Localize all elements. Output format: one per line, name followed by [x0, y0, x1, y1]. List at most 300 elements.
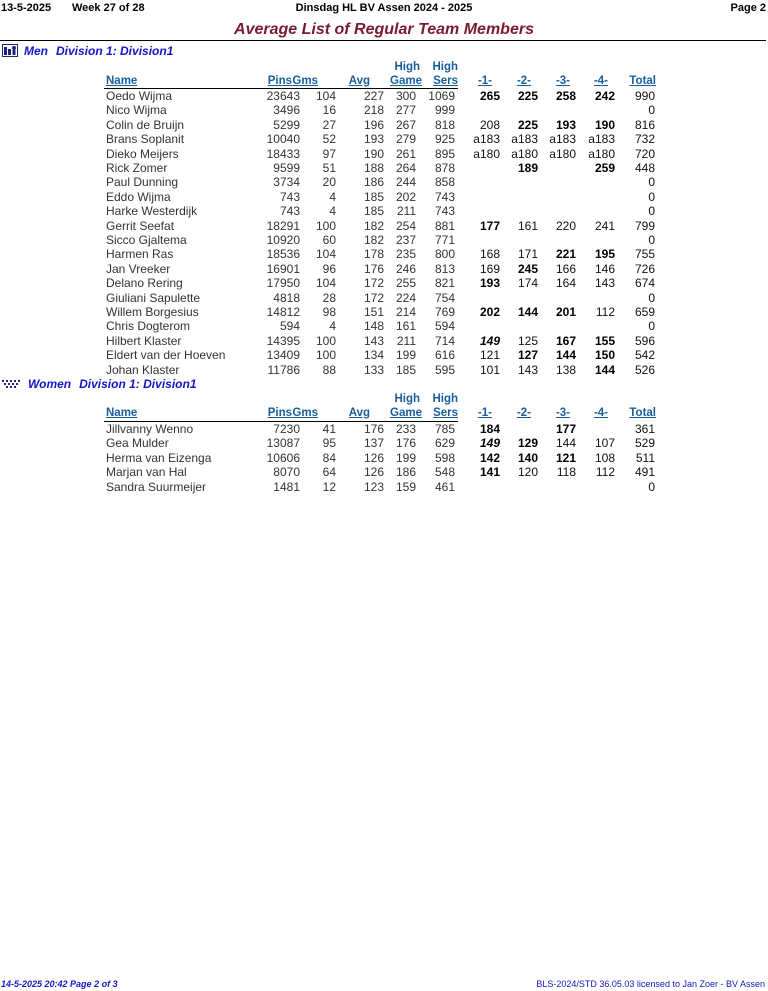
- cell-avg: 151: [363, 305, 384, 319]
- cell-game-3: 220: [555, 218, 576, 233]
- cell-game-4: 242: [594, 89, 615, 103]
- cell-hg: 199: [395, 450, 416, 465]
- cell-name: Delano Rering: [106, 276, 183, 291]
- cell-hg: 186: [395, 465, 416, 480]
- cell-game-3: a180: [549, 146, 576, 161]
- cell-name: Colin de Bruijn: [106, 117, 185, 132]
- col-high-sers-top: High: [432, 393, 458, 405]
- cell-hg: 264: [395, 161, 416, 175]
- cell-hs: 714: [434, 333, 455, 348]
- cell-avg: 182: [363, 218, 384, 233]
- col-game-1: -1-: [477, 407, 492, 419]
- cell-name: Herma van Eizenga: [106, 450, 212, 465]
- col-game-3: -3-: [555, 75, 570, 87]
- cell-gms: 51: [322, 161, 336, 175]
- cell-hg: 211: [396, 204, 416, 219]
- section-gender: Women: [28, 377, 72, 391]
- cell-game-1: 177: [479, 218, 500, 233]
- col-high-game: Game: [390, 407, 422, 419]
- cell-total: 726: [634, 261, 655, 276]
- section-division: Division 1: Division1: [79, 377, 197, 391]
- cell-gms: 64: [322, 465, 336, 480]
- cell-game-1: 193: [479, 276, 500, 291]
- cell-gms: 4: [329, 204, 336, 219]
- cell-pins: 9599: [273, 161, 300, 175]
- cell-pins: 743: [279, 189, 300, 204]
- cell-game-1: 184: [479, 422, 500, 436]
- cell-game-3: 144: [555, 436, 576, 451]
- table-row: [0, 204, 768, 218]
- cell-total: 0: [648, 479, 655, 494]
- cell-game-1: 142: [479, 450, 500, 465]
- cell-game-3: 177: [555, 422, 576, 436]
- cell-hs: 461: [434, 479, 455, 494]
- cell-gms: 28: [322, 290, 336, 305]
- cell-game-3: 193: [555, 117, 576, 132]
- cell-pins: 4818: [273, 290, 300, 305]
- cell-name: Sicco Gjaltema: [106, 233, 187, 247]
- cell-total: 491: [634, 465, 655, 480]
- cell-gms: 60: [322, 233, 336, 247]
- cell-game-1: 265: [479, 89, 500, 103]
- cell-total: 720: [634, 146, 655, 161]
- cell-pins: 8070: [273, 465, 300, 480]
- table-row: [0, 118, 768, 132]
- cell-hg: 159: [395, 479, 416, 494]
- cell-avg: 176: [363, 422, 384, 436]
- cell-name: Marjan van Hal: [106, 465, 187, 480]
- cell-hs: 858: [434, 175, 455, 190]
- cell-hg: 267: [395, 117, 416, 132]
- col-high-game-top: High: [394, 61, 420, 73]
- cell-total: 596: [634, 333, 655, 348]
- cell-game-4: a180: [588, 146, 615, 161]
- cell-name: Harmen Ras: [106, 247, 174, 262]
- cell-gms: 4: [329, 189, 336, 204]
- cell-hg: 300: [395, 89, 416, 103]
- table-row: [0, 132, 768, 146]
- cell-name: Gerrit Seefat: [106, 218, 175, 233]
- table-row: [0, 319, 768, 333]
- cell-hs: 1069: [428, 89, 455, 103]
- cell-gms: 12: [322, 479, 336, 494]
- cell-pins: 10040: [266, 132, 300, 147]
- cell-game-4: 241: [594, 218, 615, 233]
- cell-hs: 548: [434, 465, 455, 480]
- col-avg: Avg: [348, 75, 370, 87]
- cell-total: 361: [634, 422, 655, 436]
- col-pins: Pins: [267, 407, 292, 419]
- cell-game-3: 118: [556, 465, 576, 480]
- cell-avg: 186: [363, 175, 384, 190]
- cell-total: 0: [648, 189, 655, 204]
- cell-game-2: 171: [517, 247, 538, 262]
- cell-gms: 95: [322, 436, 336, 451]
- cell-game-1: 149: [479, 333, 500, 348]
- cell-hg: 185: [395, 362, 416, 377]
- cell-hs: 818: [434, 117, 455, 132]
- cell-hg: 255: [395, 276, 416, 291]
- cell-pins: 5299: [273, 117, 300, 132]
- table-row: [0, 363, 768, 377]
- cell-pins: 14812: [266, 305, 300, 319]
- cell-total: 529: [634, 436, 655, 451]
- cell-hs: 771: [434, 233, 455, 247]
- cell-pins: 10606: [266, 450, 300, 465]
- cell-hg: 214: [395, 305, 416, 319]
- cell-game-4: 108: [594, 450, 615, 465]
- table-row: [0, 233, 768, 247]
- cell-pins: 1481: [273, 479, 300, 494]
- cell-name: Brans Soplanit: [106, 132, 185, 147]
- table-row: [0, 480, 768, 494]
- table-row: [0, 465, 768, 479]
- cell-game-1: 168: [479, 247, 500, 262]
- cell-hs: 598: [434, 450, 455, 465]
- col-high-game-top: High: [394, 393, 420, 405]
- cell-game-3: 167: [555, 333, 576, 348]
- cell-game-3: 201: [555, 305, 576, 319]
- cell-game-2: 129: [517, 436, 538, 451]
- table-row: [0, 348, 768, 362]
- cell-gms: 20: [322, 175, 336, 190]
- page-header: [0, 0, 768, 18]
- cell-total: 659: [634, 305, 655, 319]
- cell-hg: 202: [395, 189, 416, 204]
- cell-name: Johan Klaster: [106, 362, 180, 377]
- cell-total: 0: [648, 103, 655, 118]
- cell-game-2: a183: [511, 132, 538, 147]
- cell-hs: 769: [434, 305, 455, 319]
- cell-gms: 4: [329, 319, 336, 334]
- cell-gms: 16: [322, 103, 336, 118]
- col-high-sers-top: High: [432, 61, 458, 73]
- cell-hs: 616: [434, 348, 455, 363]
- cell-pins: 17950: [266, 276, 300, 291]
- cell-avg: 126: [363, 465, 384, 480]
- cell-pins: 18536: [266, 247, 300, 262]
- cell-game-2: 120: [517, 465, 538, 480]
- cell-game-1: 169: [479, 261, 500, 276]
- cell-game-3: 166: [555, 261, 576, 276]
- cell-total: 0: [648, 175, 655, 190]
- cell-game-2: 225: [517, 117, 538, 132]
- cell-hs: 743: [434, 189, 455, 204]
- col-pins: Pins: [267, 75, 292, 87]
- page-number: Page 2: [730, 2, 766, 14]
- league-title: Dinsdag HL BV Assen 2024 - 2025: [295, 2, 473, 14]
- cell-game-4: 150: [594, 348, 615, 363]
- cell-pins: 23643: [266, 89, 300, 103]
- col-name: Name: [106, 407, 138, 419]
- cell-hs: 895: [434, 146, 455, 161]
- cell-hs: 629: [434, 436, 455, 451]
- cell-total: 448: [634, 161, 655, 175]
- cell-name: Eldert van der Hoeven: [106, 348, 226, 363]
- cell-gms: 97: [322, 146, 336, 161]
- cell-gms: 104: [315, 276, 336, 291]
- table-row: [0, 89, 768, 103]
- cell-name: Oedo Wijma: [106, 89, 173, 103]
- cell-gms: 100: [315, 333, 336, 348]
- col-high-game: Game: [390, 75, 422, 87]
- cell-avg: 126: [363, 450, 384, 465]
- cell-hs: 594: [434, 319, 455, 334]
- cell-gms: 104: [315, 247, 336, 262]
- cell-game-2: 125: [517, 333, 538, 348]
- cell-avg: 182: [363, 233, 384, 247]
- cell-avg: 190: [363, 146, 384, 161]
- cell-pins: 594: [279, 319, 300, 334]
- cell-avg: 188: [363, 161, 384, 175]
- col-game-4: -4-: [593, 75, 608, 87]
- column-header-women: [0, 393, 768, 421]
- cell-avg: 185: [363, 189, 384, 204]
- cell-hg: 224: [395, 290, 416, 305]
- cell-avg: 218: [363, 103, 384, 118]
- cell-total: 542: [634, 348, 655, 363]
- footer-print-info: 14-5-2025 20:42 Page 2 of 3: [1, 979, 118, 989]
- table-row: [0, 305, 768, 319]
- cell-avg: 193: [363, 132, 384, 147]
- cell-avg: 196: [363, 117, 384, 132]
- section-division: Division 1: Division1: [56, 44, 174, 59]
- cell-name: Eddo Wijma: [106, 189, 171, 204]
- cell-hs: 925: [434, 132, 455, 147]
- cell-hg: 254: [395, 218, 416, 233]
- table-row: [0, 334, 768, 348]
- cell-name: Hilbert Klaster: [106, 333, 182, 348]
- title-divider: [0, 40, 766, 41]
- cell-game-1: 101: [479, 362, 500, 377]
- cell-game-3: 144: [555, 348, 576, 363]
- cell-name: Jan Vreeker: [106, 261, 171, 276]
- table-row: [0, 147, 768, 161]
- cell-hg: 244: [395, 175, 416, 190]
- col-game-4: -4-: [593, 407, 608, 419]
- cell-game-3: 258: [555, 89, 576, 103]
- cell-hg: 261: [395, 146, 416, 161]
- cell-game-3: 221: [555, 247, 576, 262]
- cell-name: Giuliani Sapulette: [106, 290, 201, 305]
- col-game-2: -2-: [516, 407, 531, 419]
- cell-game-4: 259: [594, 161, 615, 175]
- cell-name: Gea Mulder: [106, 436, 169, 451]
- cell-game-4: a183: [588, 132, 615, 147]
- cell-pins: 13087: [266, 436, 300, 451]
- col-game-1: -1-: [477, 75, 492, 87]
- cell-game-3: 121: [555, 450, 576, 465]
- cell-avg: 227: [363, 89, 384, 103]
- cell-total: 511: [635, 450, 655, 465]
- table-row: [0, 247, 768, 261]
- table-row: [0, 291, 768, 305]
- cell-hs: 743: [434, 204, 455, 219]
- cell-total: 990: [634, 89, 655, 103]
- cell-avg: 172: [363, 276, 384, 291]
- cell-pins: 18291: [266, 218, 300, 233]
- cell-hg: 211: [396, 333, 416, 348]
- col-high-sers: Sers: [433, 75, 458, 87]
- cell-pins: 11786: [267, 362, 300, 377]
- cell-game-3: 138: [555, 362, 576, 377]
- cell-game-3: a183: [549, 132, 576, 147]
- cell-total: 732: [634, 132, 655, 147]
- cell-avg: 185: [363, 204, 384, 219]
- table-row: [0, 161, 768, 175]
- week-label: Week 27 of 28: [72, 2, 145, 14]
- section-heading-women: [2, 377, 197, 393]
- cell-gms: 104: [315, 89, 336, 103]
- table-row: [0, 175, 768, 189]
- col-total: Total: [629, 75, 656, 87]
- cell-game-4: 112: [595, 305, 615, 319]
- cell-game-4: 107: [594, 436, 615, 451]
- cell-hg: 237: [395, 233, 416, 247]
- cell-name: Chris Dogterom: [106, 319, 191, 334]
- col-total: Total: [629, 407, 656, 419]
- cell-name: Rick Zomer: [106, 161, 168, 175]
- cell-total: 0: [648, 233, 655, 247]
- cell-hg: 176: [395, 436, 416, 451]
- cell-game-4: 112: [595, 465, 615, 480]
- column-header-men: [0, 61, 768, 89]
- cell-game-2: 144: [517, 305, 538, 319]
- table-row: [0, 276, 768, 290]
- cell-pins: 3496: [273, 103, 300, 118]
- cell-game-4: 155: [594, 333, 615, 348]
- cell-game-2: 189: [517, 161, 538, 175]
- cell-avg: 137: [363, 436, 384, 451]
- cell-total: 0: [648, 319, 655, 334]
- cell-hg: 246: [395, 261, 416, 276]
- cell-gms: 100: [315, 218, 336, 233]
- cell-gms: 88: [322, 362, 336, 377]
- cell-total: 0: [648, 290, 655, 305]
- cell-name: Paul Dunning: [106, 175, 179, 190]
- cell-total: 799: [634, 218, 655, 233]
- cell-hs: 821: [434, 276, 455, 291]
- cell-game-4: 195: [594, 247, 615, 262]
- cell-game-1: a180: [473, 146, 500, 161]
- cell-game-2: 143: [517, 362, 538, 377]
- col-avg: Avg: [348, 407, 370, 419]
- cell-pins: 743: [279, 204, 300, 219]
- cell-pins: 13409: [266, 348, 300, 363]
- cell-gms: 27: [322, 117, 336, 132]
- cell-total: 816: [634, 117, 655, 132]
- cell-hs: 999: [434, 103, 455, 118]
- cell-game-4: 190: [594, 117, 615, 132]
- cell-name: Jillvanny Wenno: [106, 422, 194, 436]
- cell-game-2: 174: [517, 276, 538, 291]
- cell-name: Nico Wijma: [106, 103, 167, 118]
- table-row: [0, 422, 768, 436]
- cell-avg: 133: [363, 362, 384, 377]
- cell-hs: 754: [434, 290, 455, 305]
- cell-avg: 148: [363, 319, 384, 334]
- cell-game-3: 164: [555, 276, 576, 291]
- cell-total: 526: [634, 362, 655, 377]
- men-team-icon: [2, 44, 18, 60]
- cell-pins: 7230: [273, 422, 300, 436]
- cell-game-1: 208: [479, 117, 500, 132]
- cell-gms: 84: [322, 450, 336, 465]
- cell-gms: 52: [322, 132, 336, 147]
- cell-hs: 878: [434, 161, 455, 175]
- cell-hs: 785: [434, 422, 455, 436]
- cell-total: 0: [648, 204, 655, 219]
- cell-avg: 143: [363, 333, 384, 348]
- col-game-3: -3-: [555, 407, 570, 419]
- cell-avg: 172: [363, 290, 384, 305]
- cell-name: Dieko Meijers: [106, 146, 179, 161]
- cell-hg: 161: [395, 319, 416, 334]
- section-heading-men: [2, 44, 173, 60]
- cell-game-4: 144: [594, 362, 615, 377]
- cell-hg: 277: [395, 103, 416, 118]
- cell-game-1: 149: [479, 436, 500, 451]
- cell-game-4: 143: [594, 276, 615, 291]
- cell-total: 674: [634, 276, 655, 291]
- cell-pins: 10920: [266, 233, 300, 247]
- cell-game-1: 141: [479, 465, 500, 480]
- cell-game-4: 146: [594, 261, 615, 276]
- table-row: [0, 451, 768, 465]
- col-name: Name: [106, 75, 138, 87]
- footer-license: BLS-2024/STD 36.05.03 licensed to Jan Zoer - BV Assen: [536, 979, 765, 989]
- cell-gms: 41: [322, 422, 336, 436]
- table-row: [0, 190, 768, 204]
- cell-total: 755: [634, 247, 655, 262]
- report-date: 13-5-2025: [1, 2, 52, 14]
- cell-gms: 100: [315, 348, 336, 363]
- col-gms: Gms: [292, 75, 318, 87]
- cell-game-1: 121: [479, 348, 500, 363]
- page-title: Average List of Regular Team Members: [234, 21, 534, 38]
- women-team-icon: [2, 378, 22, 392]
- cell-game-2: 225: [517, 89, 538, 103]
- cell-game-1: 202: [479, 305, 500, 319]
- section-gender: Men: [24, 44, 48, 59]
- cell-hs: 881: [434, 218, 455, 233]
- cell-name: Willem Borgesius: [106, 305, 199, 319]
- cell-game-2: a180: [511, 146, 538, 161]
- cell-pins: 3734: [273, 175, 300, 190]
- cell-game-2: 140: [517, 450, 538, 465]
- cell-gms: 96: [322, 261, 336, 276]
- cell-avg: 176: [363, 261, 384, 276]
- cell-hg: 235: [395, 247, 416, 262]
- cell-pins: 14395: [266, 333, 300, 348]
- table-row: [0, 436, 768, 450]
- col-high-sers: Sers: [433, 407, 458, 419]
- cell-hs: 813: [434, 261, 455, 276]
- cell-game-2: 245: [517, 261, 538, 276]
- cell-game-1: a183: [473, 132, 500, 147]
- cell-name: Harke Westerdijk: [106, 204, 198, 219]
- table-row: [0, 219, 768, 233]
- cell-hg: 279: [395, 132, 416, 147]
- cell-hg: 199: [395, 348, 416, 363]
- cell-name: Sandra Suurmeijer: [106, 479, 207, 494]
- table-row: [0, 103, 768, 117]
- cell-avg: 178: [363, 247, 384, 262]
- cell-hs: 800: [434, 247, 455, 262]
- cell-avg: 123: [363, 479, 384, 494]
- cell-avg: 134: [363, 348, 384, 363]
- table-row: [0, 262, 768, 276]
